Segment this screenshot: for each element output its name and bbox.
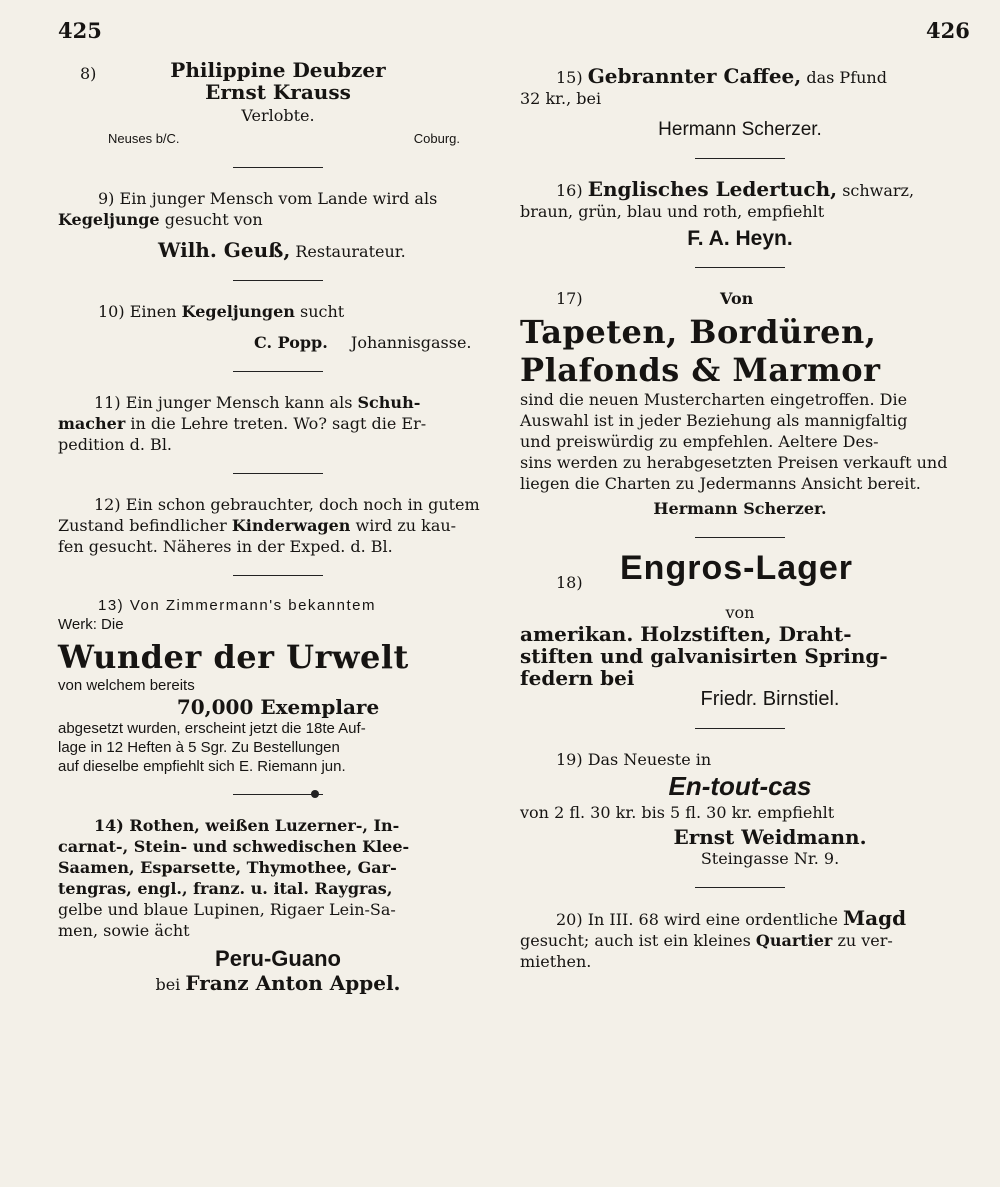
text: gesucht von: [164, 210, 263, 229]
text: sucht: [299, 302, 345, 321]
text: amerikan. Holzstiften, Draht-: [520, 622, 852, 646]
text: sins werden zu herabgesetzten Preisen verkauft und: [520, 453, 948, 472]
text: liegen die Charten zu Jedermanns Ansicht bereit.: [520, 474, 921, 493]
ad-number: 16): [556, 181, 583, 200]
text: und preiswürdig zu empfehlen. Aeltere Des-: [520, 432, 879, 451]
text: gesucht; auch ist ein kleines: [520, 931, 751, 950]
divider: [695, 728, 785, 729]
ad-9: [58, 188, 498, 262]
text: Zustand befindlicher: [58, 516, 227, 535]
title-line-1: Tapeten, Bordüren,: [520, 313, 877, 351]
text: stiften und galvanisirten Spring-: [520, 644, 888, 668]
bold-word: macher: [58, 414, 126, 433]
text: pedition d. Bl.: [58, 435, 173, 454]
divider: [695, 887, 785, 888]
ad-19: [520, 749, 960, 869]
bold-word: Magd: [843, 906, 907, 930]
text: 13) Von Zimmermann's bekanntem: [98, 597, 376, 614]
name-groom: Ernst Krauss: [205, 80, 351, 104]
bold-word: Kegeljungen: [181, 302, 295, 321]
bold-word: Kegeljunge: [58, 210, 160, 229]
divider: [233, 371, 323, 372]
text: carnat-, Stein- und schwedischen Klee-: [58, 837, 410, 856]
ad-number: 15): [556, 68, 583, 87]
book-title: Wunder der Urwelt: [58, 638, 409, 676]
bold-word: Kinderwagen: [231, 516, 351, 535]
place-2: Coburg.: [413, 131, 460, 146]
ad-12: [58, 494, 498, 557]
status: Verlobte.: [241, 106, 315, 125]
ad-11: [58, 392, 498, 455]
text: 32 kr., bei: [520, 89, 602, 108]
text: zu ver-: [837, 931, 893, 950]
ad-number: 18): [556, 573, 583, 592]
title-line-2: Plafonds & Marmor: [520, 351, 881, 389]
name: Hermann Scherzer.: [653, 499, 827, 518]
right-column: [520, 66, 960, 972]
divider: [233, 167, 323, 168]
text: 11) Ein junger Mensch kann als: [94, 393, 353, 412]
text: von: [725, 603, 755, 622]
name: Wilh. Geuß,: [158, 238, 291, 262]
text: 12) Ein schon gebrauchter, doch noch in gutem: [94, 495, 480, 514]
name: F. A. Heyn.: [687, 227, 793, 250]
role: Restaurateur.: [295, 242, 406, 261]
text: miethen.: [520, 952, 592, 971]
text: Werk: Die: [58, 616, 124, 633]
page-number-left: 425: [58, 18, 102, 43]
divider: [233, 280, 323, 281]
divider: [695, 537, 785, 538]
text: 19) Das Neueste in: [556, 750, 712, 769]
ad-number: 17): [556, 289, 583, 308]
copies: 70,000 Exemplare: [176, 695, 380, 719]
text: bei: [155, 975, 181, 994]
text: schwarz,: [842, 181, 915, 200]
text: braun, grün, blau und roth, empfiehlt: [520, 202, 825, 221]
ad-10: [58, 301, 498, 353]
text: wird zu kau-: [355, 516, 457, 535]
product: Peru-Guano: [215, 946, 341, 971]
text: von welchem bereits: [58, 677, 195, 694]
name: Ernst Weidmann.: [673, 825, 867, 849]
text: sind die neuen Mustercharten eingetroffen. Die: [520, 390, 908, 409]
bold-word: Englisches Ledertuch,: [587, 177, 838, 201]
bold-word: Quartier: [755, 931, 833, 950]
text: das Pfund: [806, 68, 887, 87]
divider: [695, 267, 785, 268]
text: tengras, engl., franz. u. ital. Raygras,: [58, 879, 393, 898]
text: 10) Einen: [98, 302, 177, 321]
title: Engros-Lager: [620, 549, 854, 587]
text: 9) Ein junger Mensch vom Lande wird als: [98, 189, 438, 208]
text: Von: [720, 289, 754, 308]
product: En-tout-cas: [668, 771, 812, 801]
ad-20: [520, 908, 960, 972]
divider: [233, 473, 323, 474]
name: Hermann Scherzer.: [658, 119, 822, 140]
text: fen gesucht. Näheres in der Exped. d. Bl.: [58, 537, 393, 556]
text: Auswahl ist in jeder Beziehung als mannigfaltig: [520, 411, 908, 430]
divider: [695, 158, 785, 159]
page-number-right: 426: [926, 18, 970, 43]
text: federn bei: [520, 666, 635, 690]
address: Steingasse Nr. 9.: [700, 849, 840, 868]
street: Johannisgasse.: [350, 333, 472, 352]
bold-word: Schuh-: [357, 393, 421, 412]
text: 20) In III. 68 wird eine ordentliche: [556, 910, 838, 929]
text: auf dieselbe empfiehlt sich E. Riemann jun.: [58, 758, 346, 775]
ad-15: [520, 66, 960, 140]
ad-13: [58, 596, 498, 776]
ad-16: [520, 179, 960, 249]
ad-17: [520, 288, 960, 519]
text: Saamen, Esparsette, Thymothee, Gar-: [58, 858, 397, 877]
ad-number: 8): [80, 64, 97, 83]
bold-word: Gebrannter Caffee,: [587, 64, 802, 88]
left-column: [58, 60, 498, 995]
text: men, sowie ächt: [58, 921, 190, 940]
text: gelbe und blaue Lupinen, Rigaer Lein-Sa-: [58, 900, 396, 919]
place-1: Neuses b/C.: [108, 131, 180, 146]
text: in die Lehre treten. Wo? sagt die Er-: [130, 414, 427, 433]
text: abgesetzt wurden, erscheint jetzt die 18te Auf-: [58, 720, 366, 737]
text: von 2 fl. 30 kr. bis 5 fl. 30 kr. empfiehlt: [520, 803, 835, 822]
ad-8: [58, 60, 498, 149]
name: Friedr. Birnstiel.: [700, 688, 840, 710]
ad-18: [520, 549, 960, 710]
name: Franz Anton Appel.: [185, 971, 401, 995]
divider: [233, 794, 323, 795]
text: 14) Rothen, weißen Luzerner-, In-: [94, 816, 400, 835]
text: lage in 12 Heften à 5 Sgr. Zu Bestellungen: [58, 739, 340, 756]
name: C. Popp.: [254, 333, 328, 352]
ad-14: [58, 815, 498, 995]
name-bride: Philippine Deubzer: [170, 58, 386, 82]
divider: [233, 575, 323, 576]
